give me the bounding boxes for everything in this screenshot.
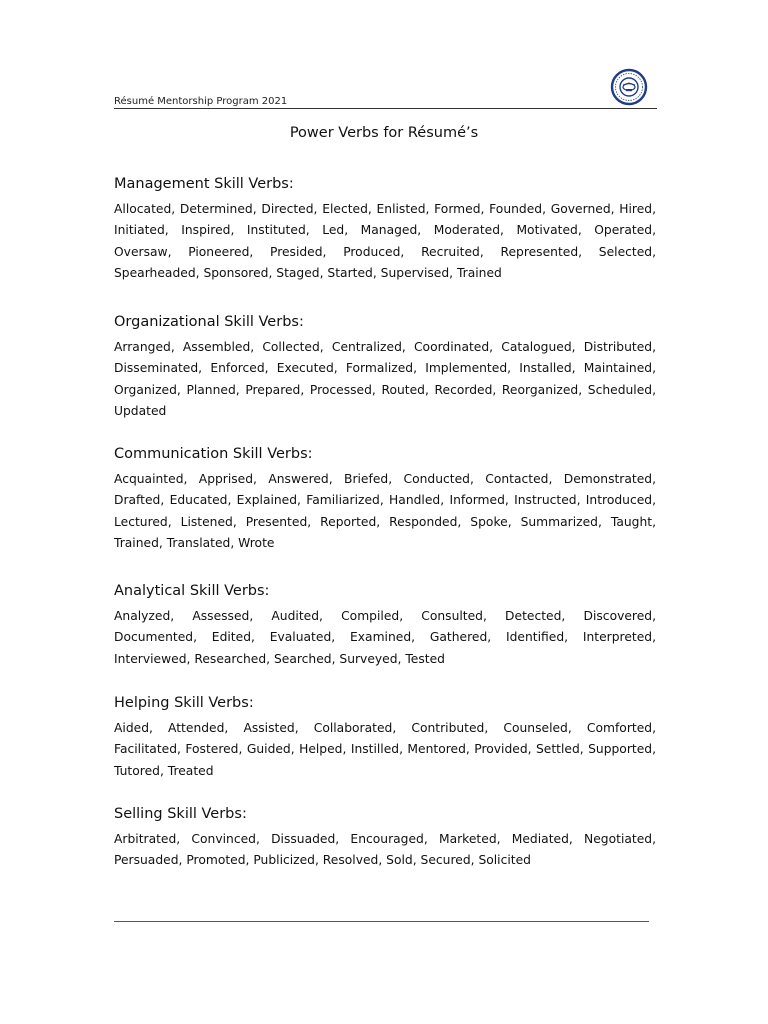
- section-heading: Helping Skill Verbs:: [114, 695, 254, 711]
- section-heading: Organizational Skill Verbs:: [114, 314, 304, 330]
- document-title: Power Verbs for Résumé’s: [289, 125, 479, 141]
- section-verbs: Analyzed, Assessed, Audited, Compiled, Consulted, Detected, Discovered, Documented, Edited, Evaluated, Examined, Gathered, Identified, Interpreted, Interviewed, Researched, Searched, Surveyed, Tested: [114, 609, 656, 666]
- section-heading: Communication Skill Verbs:: [114, 446, 313, 462]
- section-verbs: Acquainted, Apprised, Answered, Briefed, Conducted, Contacted, Demonstrated, Drafted, Educated, Explained, Familiarized, Handled, Informed, Instructed, Introduced, Lectured, Listened, Presented, Reported, Responded, Spoke, Summarized, Taught, Trained, Translated, Wrote: [114, 472, 656, 551]
- section-management: [114, 176, 656, 285]
- section-analytical: [114, 583, 656, 670]
- section-verbs: Allocated, Determined, Directed, Elected, Enlisted, Formed, Founded, Governed, Hired, Initiated, Inspired, Instituted, Led, Managed, Moderated, Motivated, Operated, Oversaw, Pioneered, Presided, Produced, Recruited, Represented, Selected, Spearheaded, Sponsored, Staged, Started, Supervised, Trained: [114, 202, 656, 281]
- section-heading: Selling Skill Verbs:: [114, 806, 247, 822]
- header-rule: [114, 108, 657, 109]
- section-verbs: Arranged, Assembled, Collected, Centralized, Coordinated, Catalogued, Distributed, Disseminated, Enforced, Executed, Formalized, Implemented, Installed, Maintained, Organized, Planned, Prepared, Processed, Routed, Recorded, Reorganized, Scheduled, Updated: [114, 340, 656, 419]
- program-header: Résumé Mentorship Program 2021: [114, 96, 288, 107]
- section-heading: Management Skill Verbs:: [114, 176, 294, 192]
- footer-rule: [114, 921, 649, 922]
- section-organizational: [114, 314, 656, 423]
- section-verbs: Aided, Attended, Assisted, Collaborated, Contributed, Counseled, Comforted, Facilitated, Fostered, Guided, Helped, Instilled, Mentored, Provided, Settled, Supported, Tutored, Treated: [114, 721, 656, 778]
- section-verbs: Arbitrated, Convinced, Dissuaded, Encouraged, Marketed, Mediated, Negotiated, Persuaded, Promoted, Publicized, Resolved, Sold, Secured, Solicited: [114, 832, 656, 868]
- section-helping: [114, 695, 656, 782]
- section-heading: Analytical Skill Verbs:: [114, 583, 270, 599]
- program-logo-icon: [608, 68, 650, 106]
- section-communication: [114, 446, 656, 555]
- section-selling: [114, 806, 656, 872]
